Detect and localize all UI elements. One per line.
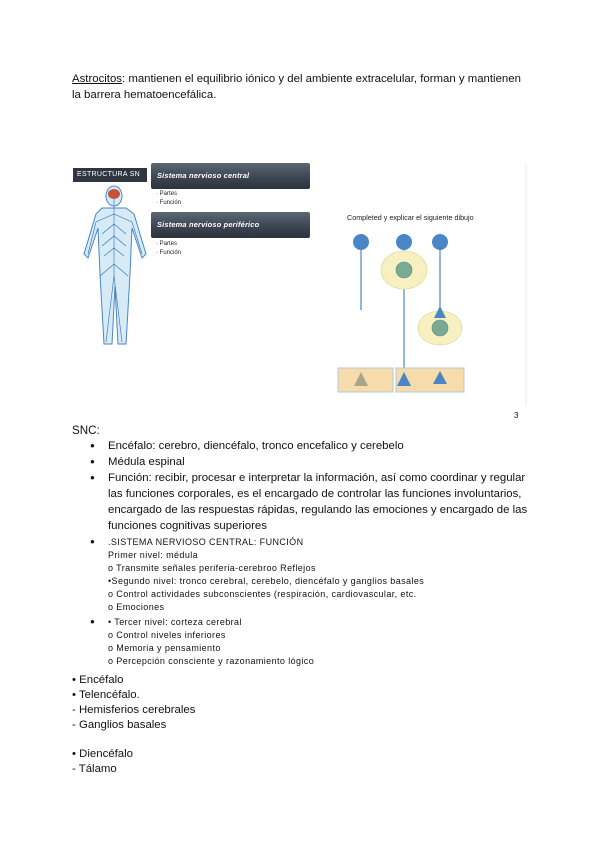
list-item: ● Función: recibir, procesar e interpretar la información, así como coordinar y regular las funciones corporales, es el encargado de controlar las funciones involuntarios, encargado de las respuestas rápidas, regulando las emociones y encargado de las funciones cognitivas superiores: [72, 470, 532, 534]
banner-snp-item: · Partes: [156, 241, 178, 247]
effector-box: [338, 368, 393, 392]
page-number: 3: [514, 411, 519, 420]
outline-line: - Tálamo: [72, 763, 117, 775]
snc-heading: SNC:: [72, 424, 100, 437]
banner-snc-items: [156, 190, 181, 208]
snc-function-title: ● .SISTEMA NERVIOSO CENTRAL: FUNCIÓN: [108, 537, 304, 547]
outline-gap: [72, 733, 195, 747]
third-level-line: o Control niveles inferiores: [108, 630, 226, 640]
cell-body-circle: [432, 320, 448, 336]
third-level-item: [72, 616, 532, 668]
banner-snp: Sistema nervioso periférico: [151, 212, 310, 238]
outline-line: • Telencéfalo.: [72, 689, 140, 701]
estructura-label: ESTRUCTURA SN: [73, 168, 147, 182]
banner-snc: Sistema nervioso central: [151, 163, 310, 189]
snc-bullet-list: [72, 438, 532, 668]
encefalo-outline: [72, 673, 195, 777]
list-item: ● Médula espinal: [72, 454, 532, 470]
banner-snp-item: · Función: [156, 250, 182, 256]
banner-snp-items: [156, 240, 181, 258]
astrocitos-term: Astrocitos: [72, 73, 123, 85]
receptor-circle: [353, 234, 369, 250]
snc-function-line: o Control actividades subconscientes (respiración, cardiovascular, etc.: [108, 589, 417, 599]
brain-icon: [108, 189, 120, 199]
banner-snc-item: · Función: [156, 200, 182, 206]
list-item: ● Encéfalo: cerebro, diencéfalo, tronco encefalico y cerebelo: [72, 438, 532, 454]
snc-function-line: Primer nivel: médula: [108, 550, 199, 560]
third-level-line: o Memoria y pensamiento: [108, 643, 221, 653]
third-level-title: ● • Tercer nivel: corteza cerebral: [108, 617, 242, 627]
outline-line: - Ganglios basales: [72, 719, 167, 731]
receptor-circle: [432, 234, 448, 250]
snc-function-item: [72, 536, 532, 614]
neuron-diagram: [332, 160, 528, 406]
human-nervous-system-figure: [76, 184, 152, 348]
outline-line: • Encéfalo: [72, 674, 124, 686]
outline-line: • Diencéfalo: [72, 748, 133, 760]
nervous-system-slide: [72, 160, 314, 350]
outline-line: - Hemisferios cerebrales: [72, 704, 196, 716]
third-level-line: o Percepción consciente y razonamiento lógico: [108, 656, 315, 666]
neuron-diagram-slide: [332, 160, 528, 406]
snc-function-line: o Emociones: [108, 602, 165, 612]
snc-function-line: •Segundo nivel: tronco cerebral, cerebelo, diencéfalo y ganglios basales: [108, 576, 425, 586]
cell-body-circle: [396, 262, 412, 278]
astrocitos-paragraph: [72, 71, 532, 103]
banner-snc-item: · Partes: [156, 191, 178, 197]
astrocitos-definition: : mantienen el equilibrio iónico y del ambiente extracelular, forman y mantienen la barrera hematoencefálica.: [72, 73, 521, 101]
receptor-circle: [396, 234, 412, 250]
diagram-title: Completed y explicar el siguiente dibujo: [347, 213, 474, 222]
snc-function-line: o Transmite señales periferia-cerebroo Reflejos: [108, 563, 316, 573]
